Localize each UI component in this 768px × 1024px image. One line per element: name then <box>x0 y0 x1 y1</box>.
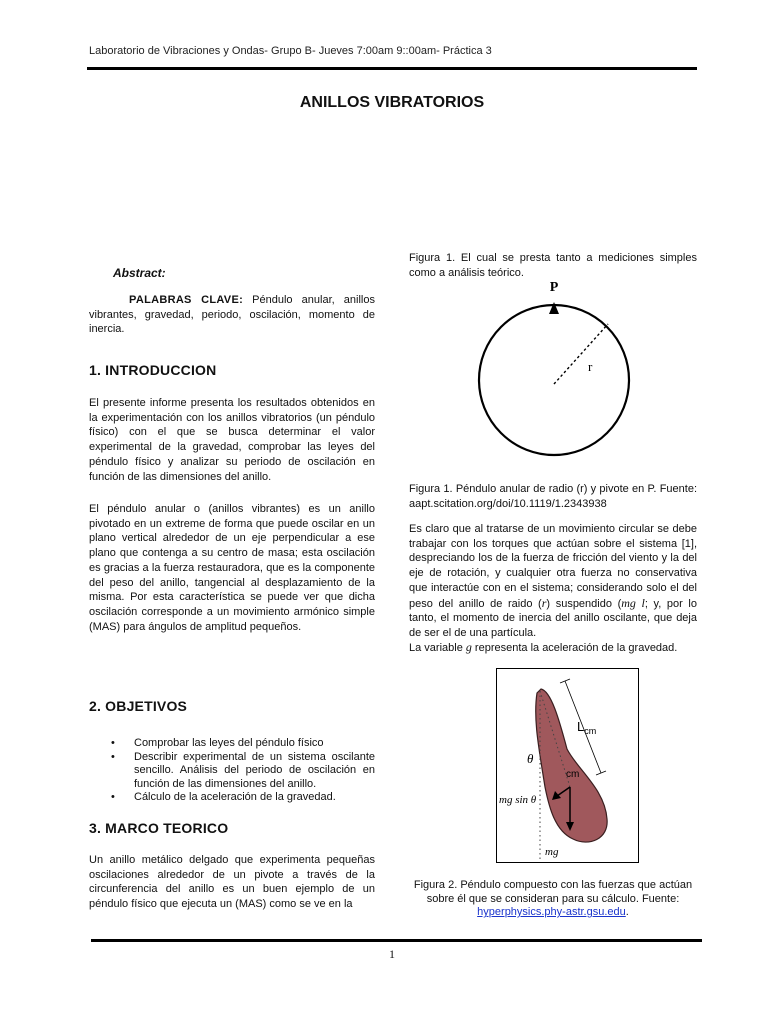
running-head: Laboratorio de Vibraciones y Ondas- Grupo B- Jueves 7:00am 9::00am- Práctica 3 <box>89 45 492 57</box>
marco-paragraph-1: Un anillo metálico delgado que experimenta pequeñas oscilaciones alrededor de un pivote a través de la circunferencia del anillo es un buen ejemplo de un péndulo físico que ejecuta un (MAS) como se ve en la <box>89 854 375 911</box>
mg-sin-theta-label: mg sin θ <box>499 794 537 806</box>
figure-1-caption: Figura 1. Péndulo anular de radio (r) y pivote en P. Fuente: aapt.scitation.org/doi/10.1119/1.2343938 <box>409 483 697 510</box>
ring-circle <box>479 305 629 455</box>
page-number: 1 <box>389 947 395 961</box>
caption-end: . <box>625 906 629 919</box>
body-paragraph-torques <box>409 522 697 641</box>
text-run: representa la aceleración de la gravedad. <box>471 642 678 654</box>
section-heading-objetivos: 2. OBJETIVOS <box>89 698 188 714</box>
radius-line <box>554 324 608 384</box>
lcm-tick-top <box>560 679 570 683</box>
footer-rule <box>91 939 702 942</box>
list-item: • Describir experimental de un sistema oscilante sencillo. Análisis del periodo de oscilación en función de las dimensiones del anillo. <box>109 751 375 792</box>
math-mgl: mg l <box>621 595 645 610</box>
pendulum-diagram <box>497 669 638 862</box>
figure-2-compound-pendulum <box>496 668 639 863</box>
objectives-list <box>109 737 375 805</box>
section-heading-marco-teorico: 3. MARCO TEORICO <box>89 820 229 836</box>
pendulum-body <box>536 689 607 842</box>
intro-paragraph-1: El presente informe presenta los resultados obtenidos en la experimentación con los anillos vibratorios (un péndulo físico) con el que se busca determinar el valor experimental de la gravedad, comprobar las leyes del péndulo físico y analizar su periodo de oscilación en función de las dimensiones del anillo. <box>89 397 375 483</box>
keywords-text: Péndulo anular, anillos vibrantes, gravedad, periodo, oscilación, momento de inercia. <box>89 294 375 336</box>
header-rule <box>87 67 697 70</box>
radius-label: r <box>588 359 593 374</box>
keywords-label: PALABRAS CLAVE: <box>129 294 244 306</box>
lcm-label: $L_{cm}$ <box>577 719 597 736</box>
pivot-label: P <box>549 280 559 295</box>
caption-text: Figura 2. Péndulo compuesto con las fuerzas que actúan sobre él que se consideran para su cálculo. Fuente: <box>413 879 693 905</box>
paper-title: ANILLOS VIBRATORIOS <box>299 94 485 111</box>
intro-paragraph-2: El péndulo anular o (anillos vibrantes) es un anillo pivotado en un extreme de forma que puede oscilar en un plano vertical alrededor de un eje perpendicular a ese plano que contenga a su centro de masa; esta oscilación es gracias a la fuerza restauradora, que es la componente del peso del anillo, tangencial al desplazamiento de la misma. Por esta característica se puede ver que dicha oscilación corresponde a un movimiento armónico simple (MAS) para ángulos de amplitud pequeños. <box>89 503 375 633</box>
keywords-paragraph <box>89 293 375 337</box>
abstract-label: Abstract: <box>113 266 166 280</box>
text-run: La variable <box>409 642 466 654</box>
section-heading-introduccion: 1. INTRODUCCION <box>89 362 217 378</box>
mg-label: mg <box>545 846 559 858</box>
cm-label: cm <box>566 769 580 780</box>
theta-label: θ <box>527 751 534 766</box>
text-run: Es claro que al tratarse de un movimiento circular se debe trabajar con los torques que actúan sobre el sistema [1], despreciando los de la fuerza de fricción del viento y la del eje de rotación, y cualquier otra fuerza no conservativa que interactúe con en el sistema; considerando solo el del peso del anillo de raido ( <box>409 523 697 610</box>
pivot-marker <box>549 302 559 314</box>
figure-1-lead-text: Figura 1. El cual se presta tanto a mediciones simples como a análisis teórico. <box>409 252 697 279</box>
figure-1-ring-diagram <box>470 275 640 460</box>
text-run: ) suspendido ( <box>546 597 622 610</box>
text-run: ; y, por lo tanto, el momento de inercia del anillo oscilante, que deja de ser el de una partícula. <box>409 597 697 639</box>
source-link[interactable]: hyperphysics.phy-astr.gsu.edu <box>477 906 626 919</box>
lcm-tick-bottom <box>596 771 606 775</box>
list-item: • Cálculo de la aceleración de la gravedad. <box>109 791 375 805</box>
list-item: • Comprobar las leyes del péndulo físico <box>109 737 375 751</box>
math-g: g <box>465 640 472 654</box>
math-r: r <box>541 595 547 610</box>
body-paragraph-gravity <box>409 640 697 656</box>
figure-2-caption <box>405 879 701 920</box>
